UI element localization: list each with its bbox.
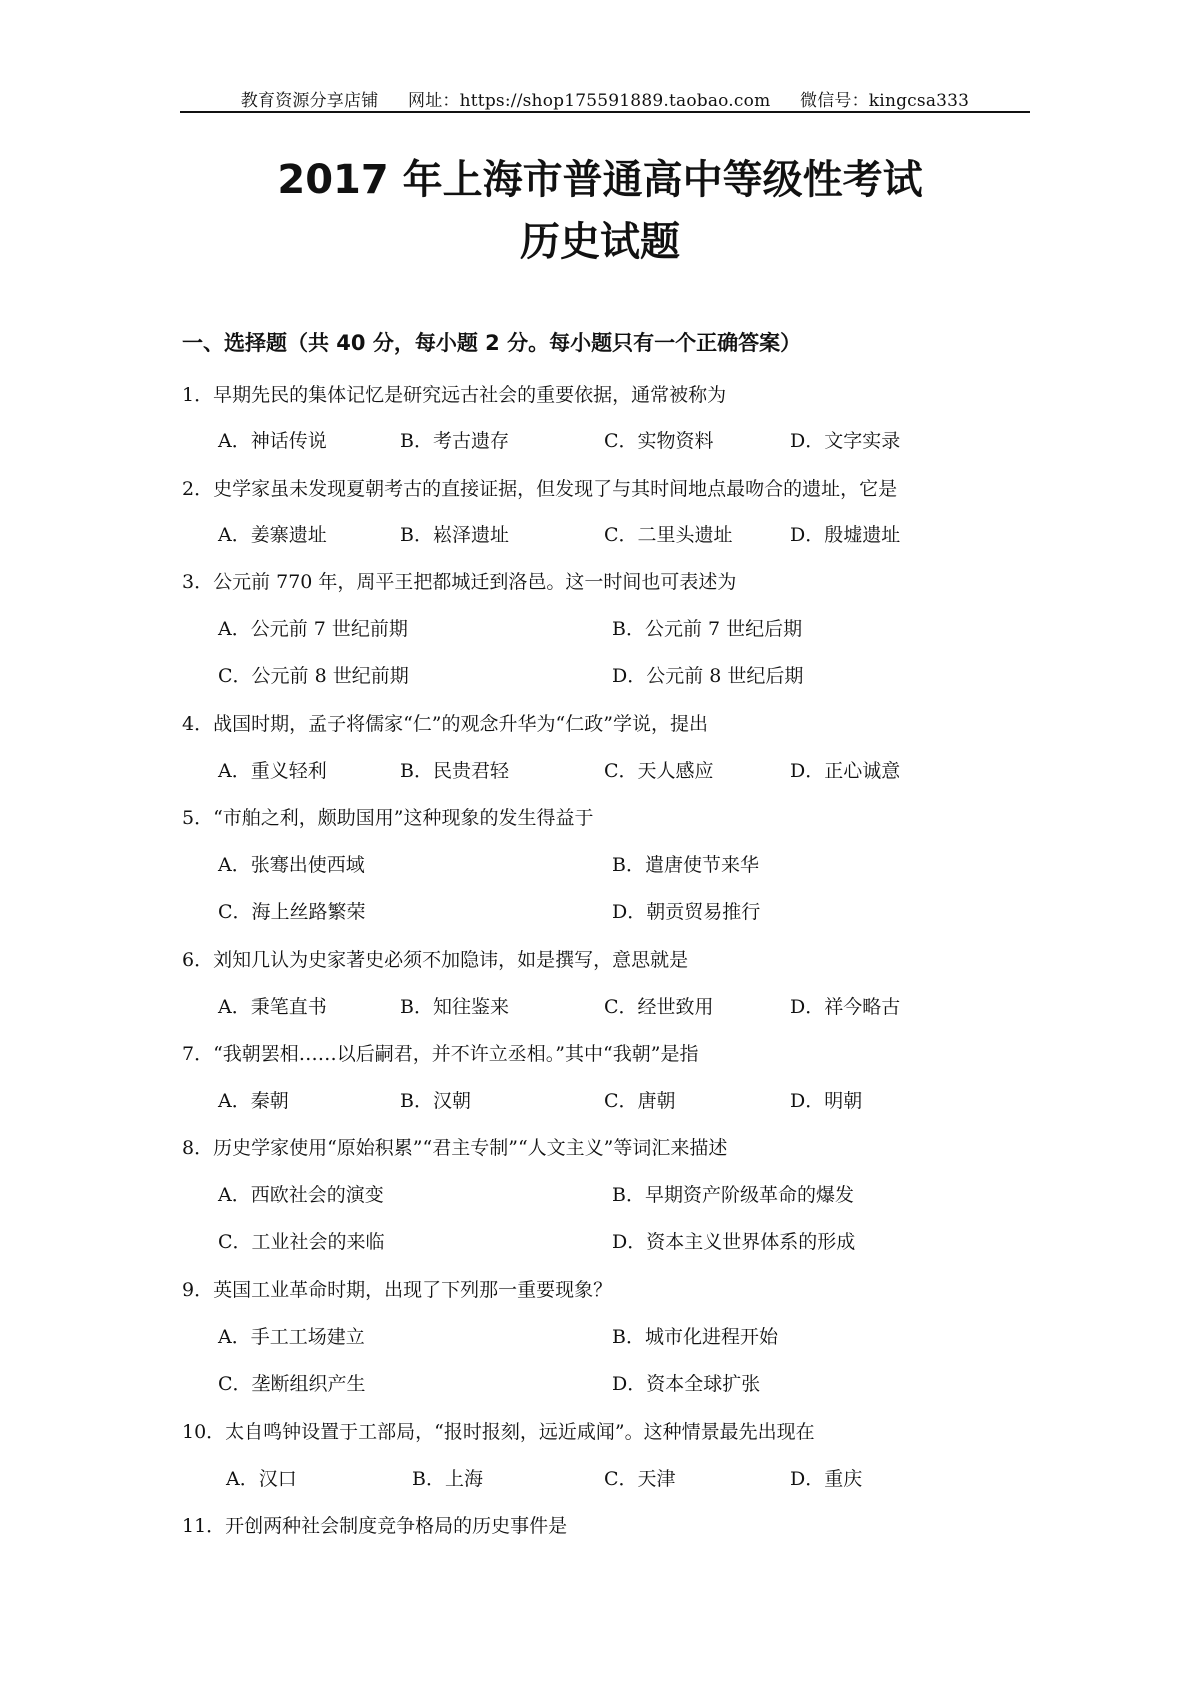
option: B．城市化进程开始: [612, 1326, 778, 1348]
option: D．文字实录: [790, 430, 901, 452]
option: A．汉口: [226, 1468, 297, 1490]
question-stem: 3．公元前 770 年，周平王把都城迁到洛邑。这一时间也可表述为: [182, 571, 737, 593]
option: B．上海: [412, 1468, 483, 1490]
option: B．公元前 7 世纪后期: [612, 618, 803, 640]
question-stem: 11．开创两种社会制度竞争格局的历史事件是: [182, 1515, 568, 1537]
exam-subtitle: 历史试题: [520, 219, 680, 265]
option: C．公元前 8 世纪前期: [218, 665, 409, 687]
option: A．西欧社会的演变: [218, 1184, 384, 1206]
option: C．天人感应: [604, 760, 714, 782]
option: D．祥今略古: [790, 996, 901, 1018]
shop-url: 网址：https://shop175591889.taobao.com: [408, 91, 771, 111]
option: B．汉朝: [400, 1090, 471, 1112]
header-divider: [180, 111, 1030, 113]
option: D．公元前 8 世纪后期: [612, 665, 804, 687]
option: A．秉笔直书: [218, 996, 327, 1018]
question-stem: 7．“我朝罢相……以后嗣君，并不许立丞相。”其中“我朝”是指: [182, 1043, 699, 1065]
option: C．实物资料: [604, 430, 714, 452]
option: A．张骞出使西域: [218, 854, 365, 876]
option: A．神话传说: [218, 430, 327, 452]
wechat-id: 微信号：kingcsa333: [800, 91, 970, 111]
option: B．崧泽遗址: [400, 524, 509, 546]
question-stem: 2．史学家虽未发现夏朝考古的直接证据，但发现了与其时间地点最吻合的遗址，它是: [182, 478, 898, 500]
option: B．知往鉴来: [400, 996, 509, 1018]
question-stem: 4．战国时期，孟子将儒家“仁”的观念升华为“仁政”学说，提出: [182, 713, 708, 735]
option: A．公元前 7 世纪前期: [218, 618, 408, 640]
option: A．手工工场建立: [218, 1326, 365, 1348]
option: D．重庆: [790, 1468, 863, 1490]
option: C．工业社会的来临: [218, 1231, 385, 1253]
question-stem: 6．刘知几认为史家著史必须不加隐讳，如是撰写，意思就是: [182, 949, 689, 971]
question-stem: 10．太自鸣钟设置于工部局，“报时报刻，远近咸闻”。这种情景最先出现在: [182, 1421, 815, 1443]
question-stem: 8．历史学家使用“原始积累”“君主专制”“人文主义”等词汇来描述: [182, 1137, 728, 1159]
option: C．天津: [604, 1468, 676, 1490]
question-stem: 5．“市舶之利，颇助国用”这种现象的发生得益于: [182, 807, 594, 829]
option: D．资本主义世界体系的形成: [612, 1231, 856, 1253]
option: D．殷墟遗址: [790, 524, 901, 546]
option: D．朝贡贸易推行: [612, 901, 761, 923]
option: B．遣唐使节来华: [612, 854, 759, 876]
question-stem: 9．英国工业革命时期，出现了下列那一重要现象？: [182, 1279, 613, 1301]
option: D．资本全球扩张: [612, 1373, 761, 1395]
option: B．民贵君轻: [400, 760, 509, 782]
option: A．重义轻利: [218, 760, 327, 782]
option: C．经世致用: [604, 996, 714, 1018]
option: C．海上丝路繁荣: [218, 901, 366, 923]
option: A．秦朝: [218, 1090, 289, 1112]
option: A．姜寨遗址: [218, 524, 327, 546]
option: B．考古遗存: [400, 430, 509, 452]
option: C．唐朝: [604, 1090, 676, 1112]
option: C．二里头遗址: [604, 524, 733, 546]
page-header: [180, 86, 1030, 111]
section-heading: 一、选择题（共 40 分，每小题 2 分。每小题只有一个正确答案）: [182, 331, 802, 355]
exam-title: 2017 年上海市普通高中等级性考试: [277, 157, 923, 203]
question-stem: 1．早期先民的集体记忆是研究远古社会的重要依据，通常被称为: [182, 384, 727, 406]
option: D．明朝: [790, 1090, 863, 1112]
option: C．垄断组织产生: [218, 1373, 366, 1395]
option: B．早期资产阶级革命的爆发: [612, 1184, 854, 1206]
option: D．正心诚意: [790, 760, 901, 782]
shop-name: 教育资源分享店铺: [240, 91, 379, 111]
